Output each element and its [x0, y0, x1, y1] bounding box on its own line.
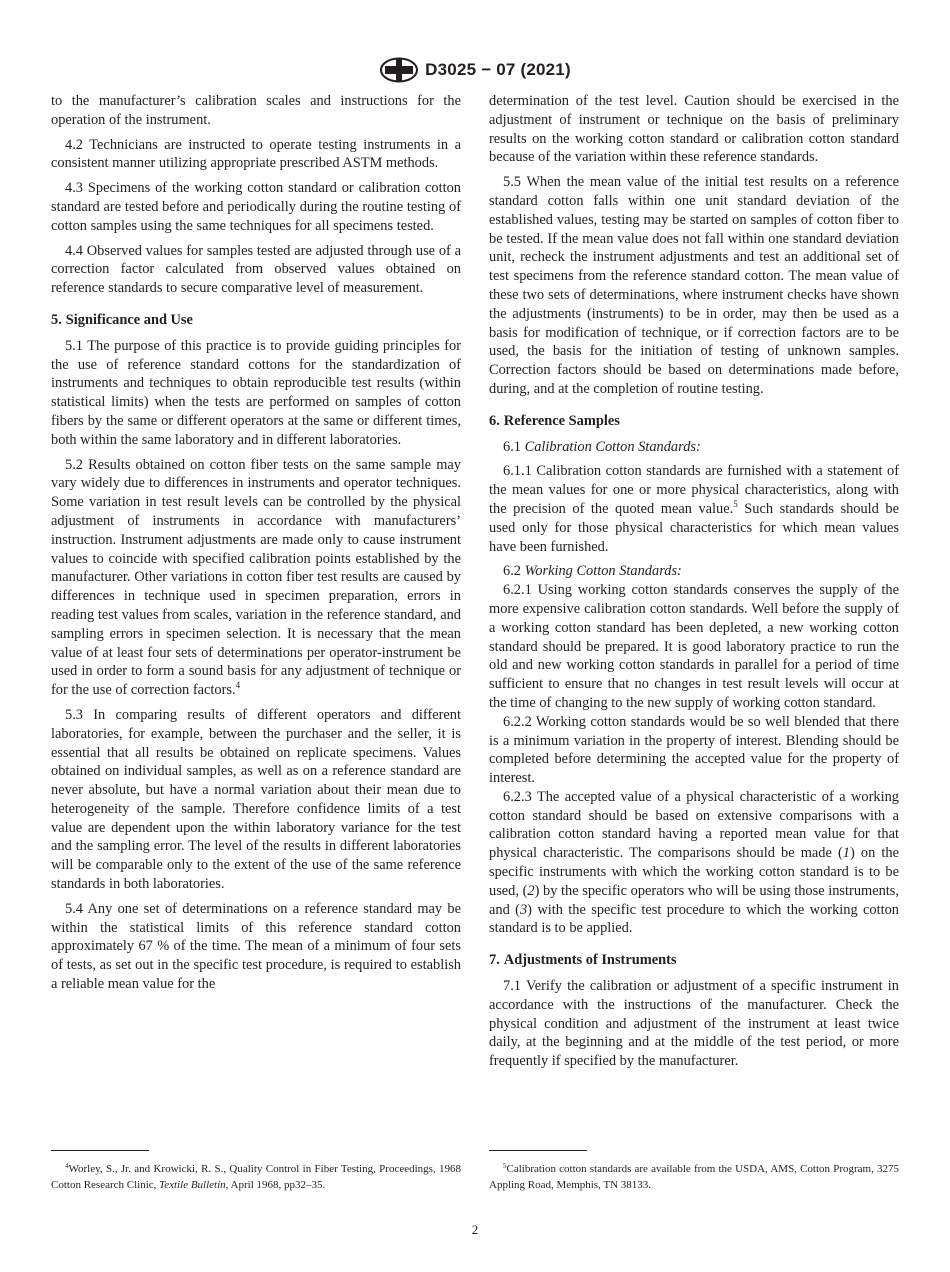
paragraph-6-1 [489, 438, 899, 457]
section-6-number: 6. [489, 412, 500, 429]
paragraph-6-2-3 [489, 788, 899, 938]
paragraph-5-2-text: 5.2 Results obtained on cotton fiber tests on the same sample may vary widely due to differences in instruments and operator techniques. Some variation in test result levels can be controlled by the physical adjustment of instruments in accordance with manufacturers’ instruction. Instrument adjustments are made only to cause instrument values to coincide with specified calibration points established by the manufacturer. Other variations in cotton fiber test results are caused by differences in technique used in specimen preparation, errors in reading test values from scales, variation in the reference standard, and sampling errors in specimen selection. It is necessary that the mean value of at least four sets of determinations per operator-instrument be used in order to form a sound basis for any adjustment of technique or for the use of correction factors. [51, 456, 461, 699]
paragraph-6-1-1-text-b: Such standards should be used only for those physical characteristics for which mean values have been furnished. [489, 500, 899, 555]
paragraph-6-1-1 [489, 462, 899, 556]
left-column [51, 92, 461, 994]
paragraph-5-4-continued: determination of the test level. Caution should be exercised in the adjustment of instrument or technique on the basis of preliminary results on the working cotton standard or calibration cotton standard because of the variation within these reference standards. [489, 93, 899, 166]
footnote-4-mark: 4 [65, 1162, 69, 1170]
paragraph-5-5: 5.5 When the mean value of the initial test results on a reference standard cotton falls within one unit standard deviation of the established values, testing may be started on samples of cotton fiber to be tested. If the mean value does not fall within one standard deviation unit, recheck the instrument adjustments and test an additional set of test specimens from the reference standard cotton. The mean value of these two sets of determinations, where instrument checks have shown the adjustments (instruments) to be in order, may then be used as a basis for modification of technique, or if correction factors are to be used, the basis for the initiation of testing of unknown samples. Correction factors should be based on determinations made before, during, and at the completion of routine testing. [489, 174, 899, 397]
paragraph-6-2-3-text-c: ) by the specific operators who will be using those instruments, and ( [489, 882, 899, 918]
footnote-5 [489, 1162, 899, 1193]
reference-1: 1 [842, 845, 850, 862]
page-header [0, 56, 950, 84]
paragraph-6-2-3-text-d: ) with the specific test procedure to which the working cotton standard is to be applied. [489, 901, 899, 937]
reference-2: 2 [527, 882, 535, 899]
footnote-4-text-a: Worley, S., Jr. and Krowicki, R. S., Quality Control in Fiber Testing, Proceedings, 1968 Cotton Research Clinic, [51, 1163, 461, 1191]
paragraph-6-2-3-text-a: 6.2.3 The accepted value of a physical characteristic of a working cotton standard should be based on extensive comparisons with a calibration cotton standard having a reported mean value for that physical characteristic. The comparisons should be made ( [489, 788, 899, 862]
reference-3: 3 [519, 901, 528, 918]
paragraph-6-1-number: 6.1 [503, 438, 521, 455]
paragraph-5-3: 5.3 In comparing results of different operators and different laboratories, for example, between the purchaser and the seller, it is essential that all results be obtained on replicate specimens. Values obtained on individual samples, as well as on a reference standard are never absolute, but have a normal variation about their mean due to heterogeneity of the sample. Therefore confidence limits of a test value are dependent upon the within laboratory variance for the test and the sampling error. The level of the results in different laboratories will be comparable only to the extent of the use of the same reference standards in both laboratories. [51, 706, 461, 893]
paragraph-5-4: 5.4 Any one set of determinations on a reference standard may be within the statistical limits of this reference standard cotton approximately 67 % of the time. The mean of a minimum of four sets of tests, as set out in the specific test procedure, is required to establish a reliable mean value for the [51, 900, 461, 993]
footnote-4-journal: Textile Bulletin [159, 1178, 226, 1191]
footnote-5-text: Calibration cotton standards are available from the USDA, AMS, Cotton Program, 3275 Appling Road, Memphis, TN 38133. [489, 1163, 899, 1191]
document-designation: D3025 − 07 (2021) [425, 60, 571, 79]
section-5-title: Significance and Use [65, 311, 193, 328]
paragraph-5-1: 5.1 The purpose of this practice is to provide guiding principles for the use of reference standard cottons for the standardization of instruments and techniques to obtain reproducible test results (within statistical limits) when the tests are performed on samples of cotton fibers by the same or different operators at the same or different times, both within the same laboratory and in different laboratories. [51, 337, 461, 448]
paragraph-4-2: 4.2 Technicians are instructed to operate testing instruments in a consistent manner utilizing appropriate prescribed ASTM methods. [51, 136, 461, 172]
paragraph-5-2 [51, 456, 461, 700]
footnote-4-text-b: , April 1968, pp32–35. [225, 1178, 326, 1191]
footnote-divider-left [51, 1150, 149, 1151]
footnote-divider-right [489, 1150, 587, 1151]
section-7-title: Adjustments of Instruments [503, 952, 677, 969]
paragraph-6-2-number: 6.2 [503, 563, 521, 580]
section-5-heading [51, 311, 461, 330]
paragraph-6-2-title: Working Cotton Standards: [524, 563, 682, 580]
section-7-heading [489, 951, 899, 970]
paragraph-6-1-title: Calibration Cotton Standards: [524, 438, 701, 455]
paragraph-6-2-2: 6.2.2 Working cotton standards would be so well blended that there is a minimum variation in the property of interest. Blending should be completed before determining the accepted value for the property of interest. [489, 713, 899, 787]
paragraph-6-1-1-text-a: 6.1.1 Calibration cotton standards are furnished with a statement of the mean values for one or more physical characteristics, along with the precision of the quoted mean value. [489, 463, 899, 517]
right-column [489, 92, 899, 1071]
section-6-heading [489, 412, 899, 431]
paragraph-4-1-continued: to the manufacturer’s calibration scales and instructions for the operation of the instrument. [51, 93, 461, 128]
footnote-ref-5[interactable]: 5 [733, 498, 738, 509]
paragraph-6-2-3-text-b: ) on the specific instruments with which the working cotton standard is to be used, ( [489, 845, 899, 899]
section-5-number: 5. [51, 311, 62, 328]
paragraph-7-1: 7.1 Verify the calibration or adjustment of a specific instrument in accordance with the instructions of the manufacturer. Check the physical condition and adjustment of the instrument at least twice daily, at the beginning and at the middle of the test period, or more frequently if specified by the manufacturer. [489, 978, 899, 1070]
astm-logo-icon [379, 57, 419, 83]
footnote-4 [51, 1162, 461, 1193]
paragraph-4-3: 4.3 Specimens of the working cotton standard or calibration cotton standard are tested before and periodically during the routine testing of cotton samples using the same techniques for all specimens tested. [51, 180, 461, 234]
section-6-title: Reference Samples [503, 412, 620, 429]
section-7-number: 7. [489, 952, 500, 969]
footnote-ref-4[interactable]: 4 [235, 680, 241, 691]
paragraph-6-2 [489, 562, 899, 581]
paragraph-6-2-1: 6.2.1 Using working cotton standards conserves the supply of the more expensive calibration cotton standards. Well before the supply of a working cotton standard has been depleted, a new working cotton standard should be prepared. It is good laboratory practice to run the old and new working cotton standards in parallel for a period of time sufficient to ensure that no changes in test result levels will occur at the time of changing to the new supply of working cotton standard. [489, 582, 899, 711]
paragraph-4-4: 4.4 Observed values for samples tested are adjusted through use of a correction factor calculated from observed values obtained on reference standards to secure comparative level of measurement. [51, 242, 461, 297]
page-number: 2 [471, 1222, 479, 1237]
footnote-5-mark: 5 [503, 1162, 507, 1170]
